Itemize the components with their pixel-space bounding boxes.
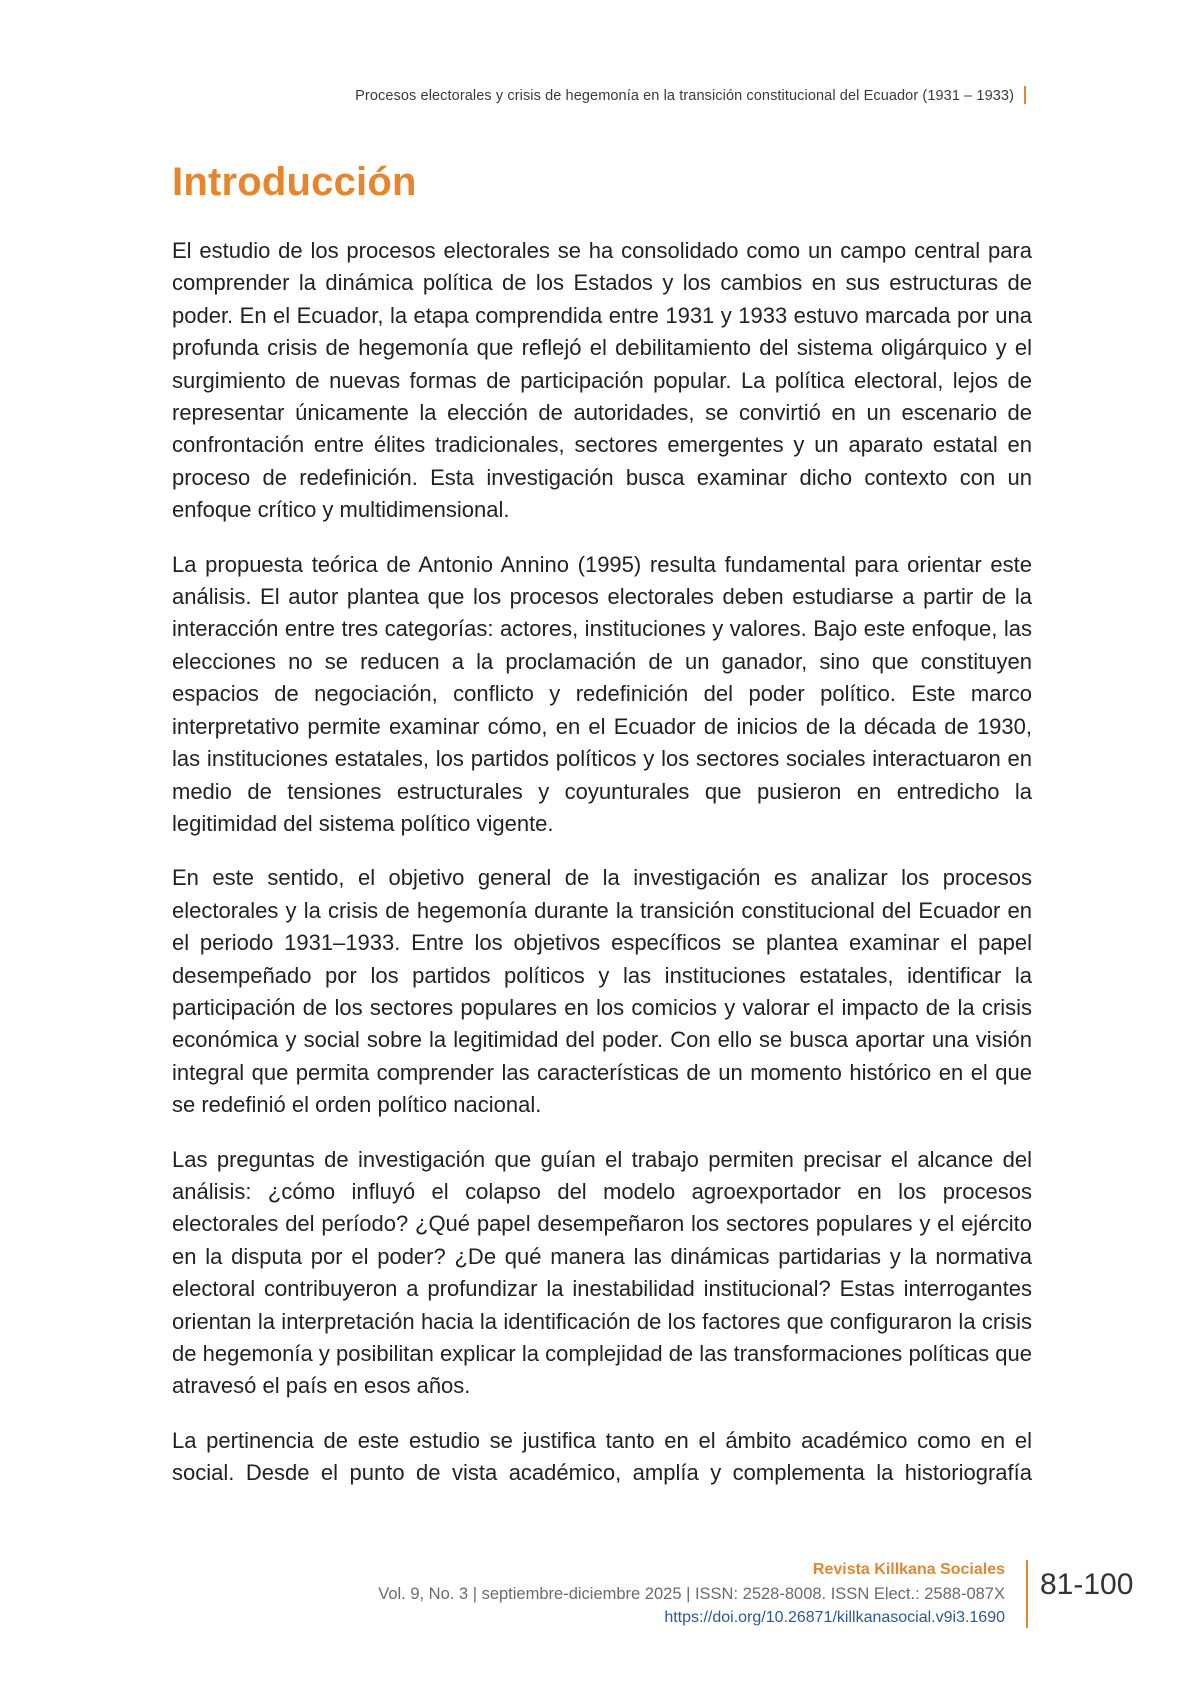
doi-link[interactable]: https://doi.org/10.26871/killkanasocial.v9i3.1690	[664, 1609, 1005, 1626]
section-title: Introducción	[172, 160, 417, 204]
journal-footer	[378, 1558, 1005, 1630]
running-header	[355, 86, 1026, 104]
journal-name: Revista Killkana Sociales	[812, 1561, 1005, 1578]
issue-info: Vol. 9, No. 3 | septiembre-diciembre 2025 | ISSN: 2528-8008. ISSN Elect.: 2588-087X	[378, 1585, 1005, 1603]
paragraph-1: El estudio de los procesos electorales se ha consolidado como un campo central para comprender la dinámica política de los Estados y los cambios en sus estructuras de poder. En el Ecuador, la etapa comprendida entre 1931 y 1933 estuvo marcada por una profunda crisis de hegemonía que reflejó el debilitamiento del sistema oligárquico y el surgimiento de nuevas formas de participación popular. La política electoral, lejos de representar únicamente la elección de autoridades, se convirtió en un escenario de confrontación entre élites tradicionales, sectores emergentes y un aparato estatal en proceso de redefinición. Esta investigación busca examinar dicho contexto con un enfoque crítico y multidimensional.	[172, 238, 1032, 523]
running-title: Procesos electorales y crisis de hegemonía en la transición constitucional del Ecuador (1931 – 1933)	[355, 88, 1014, 104]
page-range: 81-100	[1040, 1568, 1134, 1601]
paragraph-5: La pertinencia de este estudio se justifica tanto en el ámbito académico como en el social. Desde el punto de vista académico, amplía y complementa la historiografía	[172, 1427, 1032, 1486]
footer-divider	[1026, 1560, 1028, 1628]
paragraph-3: En este sentido, el objetivo general de la investigación es analizar los procesos electorales y la crisis de hegemonía durante la transición constitucional del Ecuador en el periodo 1931–1933. Entre los objetivos específicos se plantea examinar el papel desempeñado por los partidos políticos y las instituciones estatales, identificar la participación de los sectores populares en los comicios y valorar el impacto de la crisis económica y social sobre la legitimidad del poder. Con ello se busca aportar una visión integral que permita comprender las características de un momento histórico en el que se redefinió el orden político nacional.	[172, 865, 1032, 1118]
article-body	[172, 235, 1032, 1512]
paragraph-2: La propuesta teórica de Antonio Annino (1995) resulta fundamental para orientar este análisis. El autor plantea que los procesos electorales deben estudiarse a partir de la interacción entre tres categorías: actores, instituciones y valores. Bajo este enfoque, las elecciones no se reducen a la proclamación de un ganador, sino que constituyen espacios de negociación, conflicto y redefinición del poder político. Este marco interpretativo permite examinar cómo, en el Ecuador de inicios de la década de 1930, las instituciones estatales, los partidos políticos y los sectores sociales interactuaron en medio de tensiones estructurales y coyunturales que pusieron en entredicho la legitimidad del sistema político vigente.	[172, 551, 1032, 836]
paragraph-4: Las preguntas de investigación que guían el trabajo permiten precisar el alcance del análisis: ¿cómo influyó el colapso del modelo agroexportador en los procesos electorales del período? ¿Qué papel desempeñaron los sectores populares y el ejército en la disputa por el poder? ¿De qué manera las dinámicas partidarias y la normativa electoral contribuyeron a profundizar la inestabilidad institucional? Estas interrogantes orientan la interpretación hacia la identificación de los factores que configuraron la crisis de hegemonía y posibilitan explicar la complejidad de las transformaciones políticas que atravesó el país en esos años.	[172, 1146, 1032, 1399]
header-accent-bar	[1024, 86, 1026, 104]
